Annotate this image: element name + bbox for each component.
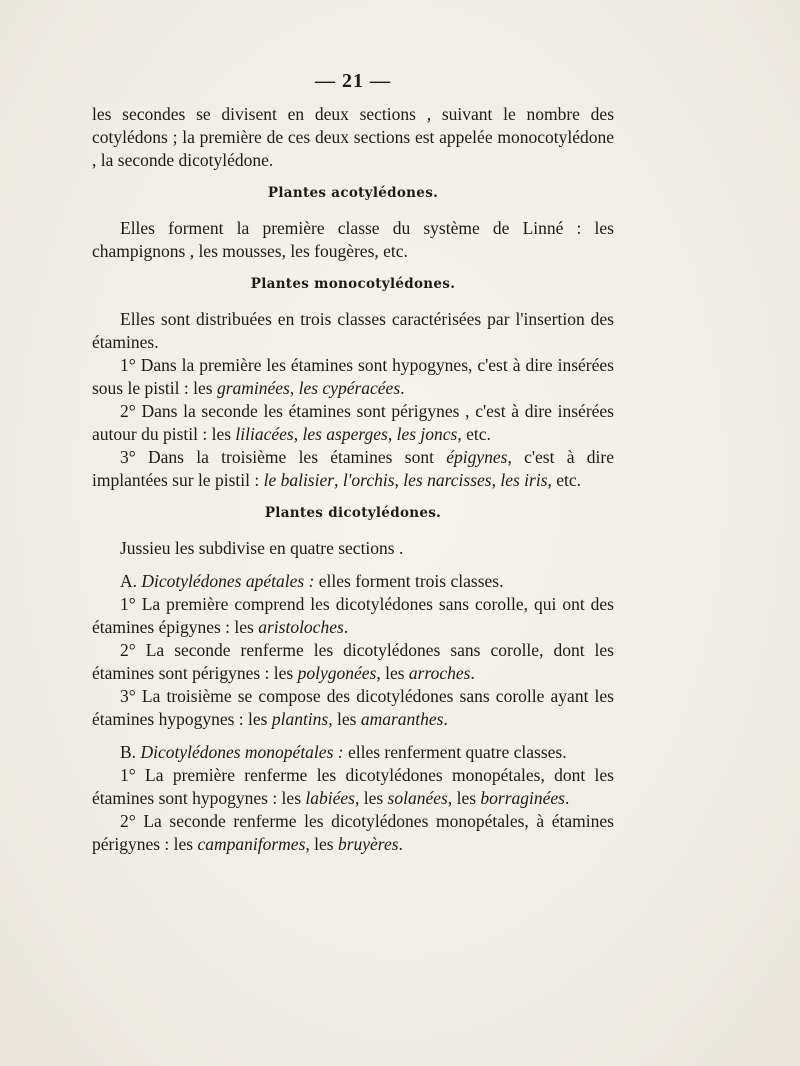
text-run: . <box>343 617 349 637</box>
text-run: 3° Dans la troisième les étamines sont <box>120 447 447 467</box>
text-run: , <box>293 424 303 444</box>
text-run: , c'est à dire implantées sur le pistil : <box>92 447 614 490</box>
italic-term: Dicotylédones monopétales : <box>140 742 344 762</box>
text-run: Jussieu les subdivise en quatre sections . <box>120 538 404 558</box>
text-run: 2° Dans la seconde les étamines sont périgynes , c'est à dire insérées autour du pistil : les <box>92 401 614 444</box>
text-run: , etc. <box>547 470 582 490</box>
text-run: , <box>387 424 397 444</box>
paragraph <box>92 810 614 856</box>
section-heading: Plantes acotylédones. <box>267 185 439 201</box>
italic-term: borraginées <box>480 788 565 808</box>
text-run: 2° La seconde renferme les dicotylédones sans corolle, dont les étamines sont périgynes : les <box>92 640 614 683</box>
italic-term: les joncs <box>396 424 458 444</box>
paragraph <box>92 537 614 560</box>
text-run: , les <box>376 663 409 683</box>
text-run: , les <box>447 788 481 808</box>
paragraph <box>92 354 614 400</box>
italic-term: le balisier <box>263 470 335 490</box>
paragraph <box>92 764 614 810</box>
italic-term: polygonées <box>297 663 377 683</box>
italic-term: labiées <box>305 788 355 808</box>
text-run: . <box>400 378 405 398</box>
text-run: B. <box>120 742 141 762</box>
text-run: les secondes se divisent en deux sections , suivant le nombre des cotylédons ; la première de ces deux sections est appelée monocotylédone , la seconde dicotylédone. <box>92 104 614 170</box>
italic-term: les cypéracées <box>298 378 401 398</box>
italic-term: épigynes <box>446 447 508 467</box>
italic-term: les asperges <box>302 424 388 444</box>
text-run: 1° La première comprend les dicotylédones sans corolle, qui ont des étamines épigynes : les <box>92 594 614 637</box>
italic-term: plantins <box>271 709 329 729</box>
text-run: , les <box>354 788 388 808</box>
text-run: elles renferment quatre classes. <box>343 742 567 762</box>
text-run: . <box>564 788 570 808</box>
text-run: Elles forment la première classe du système de Linné : les champignons , les mousses, les fougères, etc. <box>92 218 614 261</box>
text-run: A. <box>120 571 142 591</box>
text-run: . <box>398 834 403 854</box>
section-heading: Plantes monocotylédones. <box>250 276 456 292</box>
section-heading: Plantes dicotylédones. <box>264 505 442 521</box>
italic-term: campaniformes <box>197 834 306 854</box>
paragraph <box>92 446 614 492</box>
italic-term: liliacées <box>235 424 294 444</box>
text-run: , etc. <box>457 424 491 444</box>
body-text <box>92 103 614 856</box>
text-run: Elles sont distribuées en trois classes caractérisées par l'insertion des étamines. <box>92 309 614 352</box>
text-run: . <box>470 663 475 683</box>
page-text <box>92 70 614 856</box>
paragraph <box>92 308 614 354</box>
italic-term: l'orchis <box>342 470 395 490</box>
page-number: — 21 — <box>315 70 391 92</box>
paragraph <box>92 593 614 639</box>
paragraph <box>92 400 614 446</box>
text-run: 2° La seconde renferme les dicotylédones monopétales, à étamines périgynes : les <box>92 811 614 854</box>
text-run: , les <box>305 834 338 854</box>
text-run: , les <box>328 709 361 729</box>
paragraph <box>92 685 614 731</box>
italic-term: les narcisses <box>403 470 492 490</box>
italic-term: solanées <box>387 788 448 808</box>
text-run: 1° La première renferme les dicotylédones monopétales, dont les étamines sont hypogynes : les <box>92 765 614 808</box>
text-run: , <box>334 470 343 490</box>
italic-term: amaranthes <box>360 709 444 729</box>
paragraph <box>92 570 614 593</box>
text-run: , <box>394 470 404 490</box>
paragraph <box>92 103 614 172</box>
italic-term: les iris <box>500 470 548 490</box>
text-run: , <box>289 378 299 398</box>
paragraph <box>92 741 614 764</box>
paragraph <box>92 639 614 685</box>
italic-term: bruyères <box>337 834 399 854</box>
italic-term: arroches <box>408 663 471 683</box>
paragraph <box>92 217 614 263</box>
text-run: elles forment trois classes. <box>314 571 504 591</box>
text-run: 3° La troisième se compose des dicotylédones sans corolle ayant les étamines hypogynes : les <box>92 686 614 729</box>
italic-term: graminées <box>216 378 290 398</box>
text-run: . <box>443 709 448 729</box>
italic-term: Dicotylédones apétales : <box>141 571 315 591</box>
text-run: 1° Dans la première les étamines sont hypogynes, c'est à dire insérées sous le pistil : les <box>92 355 614 398</box>
text-run: , <box>491 470 501 490</box>
italic-term: aristoloches <box>258 617 344 637</box>
